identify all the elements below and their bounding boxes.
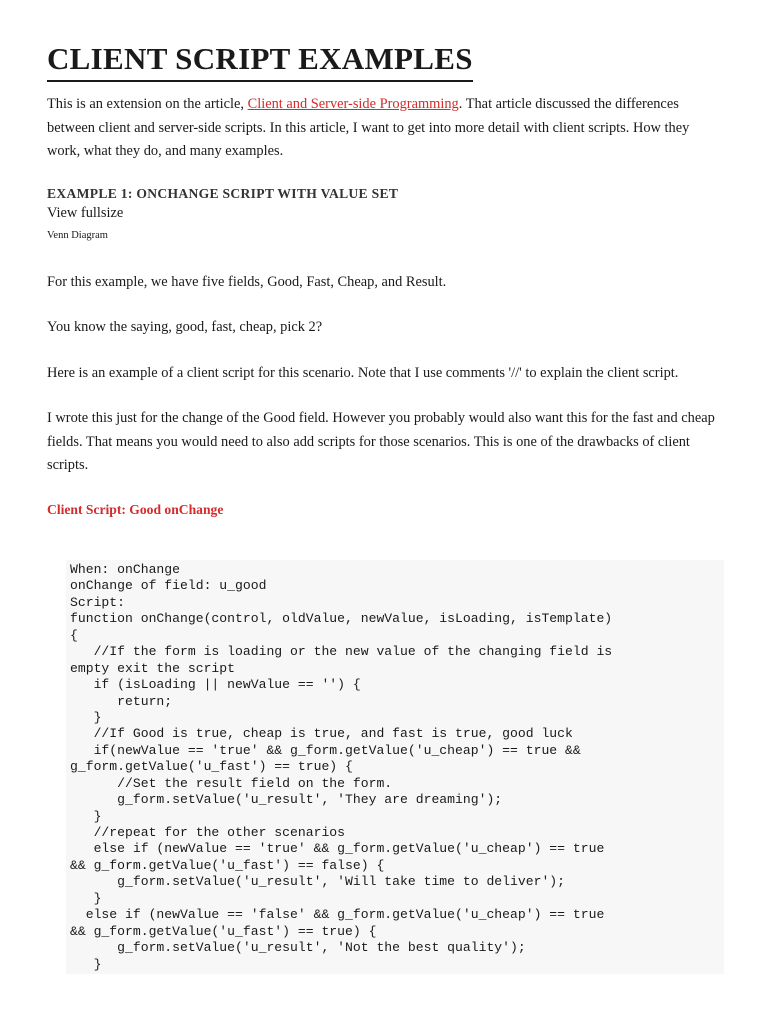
code-line: return; [70,693,173,709]
code-line: } [70,890,102,906]
code-line: Script: [70,594,126,610]
code-line: && g_form.getValue('u_fast') == false) { [70,857,385,873]
paragraph-script-intro: Here is an example of a client script for this scenario. Note that I use comments '//' to explain the client script. [47,364,679,381]
code-line: if(newValue == 'true' && g_form.getValue('u_cheap') == true && [70,742,581,758]
paragraph-fields: For this example, we have five fields, Good, Fast, Cheap, and Result. [47,273,447,290]
code-line: function onChange(control, oldValue, newValue, isLoading, isTemplate) [70,611,613,627]
code-line: onChange of field: u_good [70,578,267,594]
intro-paragraph [47,93,717,164]
code-line: g_form.setValue('u_result', 'They are dreaming'); [70,792,503,808]
code-line: //If Good is true, cheap is true, and fast is true, good luck [70,726,573,742]
view-fullsize-link[interactable]: View fullsize [47,204,124,221]
code-line: } [70,808,102,824]
paragraph-saying: You know the saying, good, fast, cheap, pick 2? [47,319,323,335]
code-line: //If the form is loading or the new value of the changing field is [70,644,613,660]
code-line: { [70,627,78,643]
code-line: && g_form.getValue('u_fast') == true) { [70,923,377,939]
article-link[interactable]: Client and Server-side Programming [247,96,459,112]
code-line: } [70,956,102,972]
page-title: CLIENT SCRIPT EXAMPLES [47,40,473,82]
code-block [66,560,724,974]
example-heading: EXAMPLE 1: ONCHANGE SCRIPT WITH VALUE SET [47,185,399,201]
paragraph-drawbacks: I wrote this just for the change of the Good field. However you probably would also want this for the fast and cheap fields. That means you would need to also add scripts for those scenarios. This is one of the drawbacks of client scripts. [47,410,715,473]
script-heading: Client Script: Good onChange [47,501,224,517]
intro-text-before-link: This is an extension on the article, [47,96,248,112]
code-line: g_form.getValue('u_fast') == true) { [70,759,353,775]
intro-text-after-link: . That article discussed the differences between client and server-side scripts. In this article, I want to get into more detail with client scripts. How they work, what they do, and many examples. [47,96,690,159]
code-line: g_form.setValue('u_result', 'Will take time to deliver'); [70,874,566,890]
code-line: When: onChange [70,562,181,577]
code-line: g_form.setValue('u_result', 'Not the best quality'); [70,940,526,956]
code-line: empty exit the script [70,660,236,676]
code-line: else if (newValue == 'true' && g_form.getValue('u_cheap') == true [70,841,605,857]
article [47,40,737,519]
code-line: } [70,709,102,725]
image-caption: Venn Diagram [47,229,108,241]
code-line: //repeat for the other scenarios [70,825,346,840]
code-line: //Set the result field on the form. [70,775,393,791]
code-line: else if (newValue == 'false' && g_form.getValue('u_cheap') == true [70,907,605,923]
code-line: if (isLoading || newValue == '') { [70,677,361,693]
